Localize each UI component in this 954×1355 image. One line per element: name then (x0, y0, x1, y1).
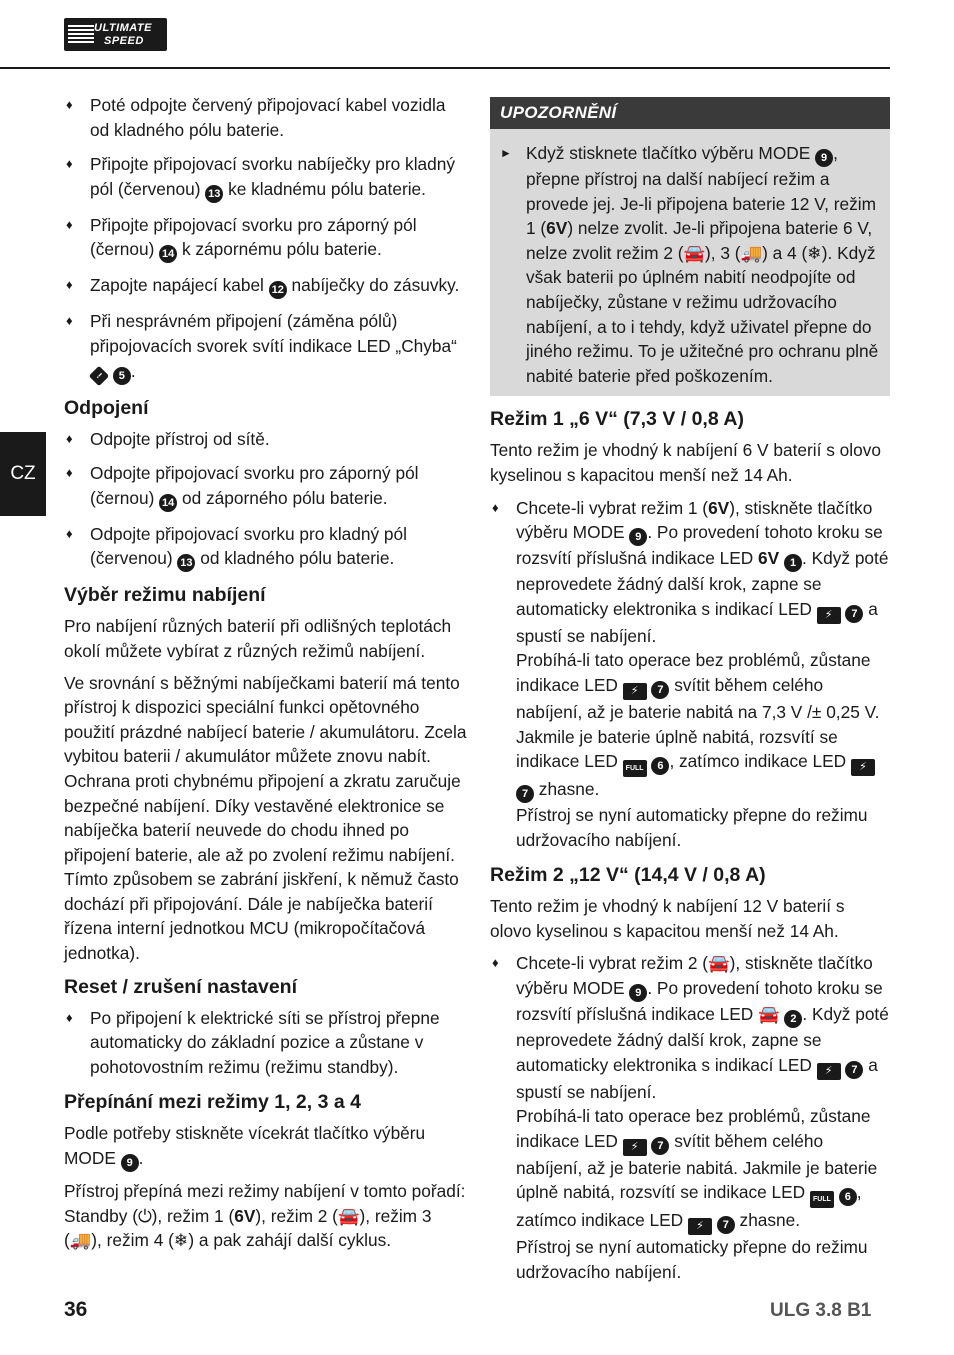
6v-icon: 6V (234, 1205, 256, 1226)
ref-number: 12 (269, 281, 287, 299)
ref-number: 13 (177, 554, 195, 572)
paragraph: Tento režim je vhodný k nabíjení 6 V baterií s olovo kyselinou s kapacitou menší než 14 Ah. (490, 440, 881, 485)
paragraph: Pro nabíjení různých baterií při odlišných teplotách okolí můžete vybírat z různých režimů nabíjení. (64, 616, 452, 661)
charging-icon: ⚡ (623, 1139, 647, 1156)
ref-number: 7 (845, 1061, 863, 1079)
car-icon: 🚘 (337, 1205, 360, 1226)
paragraph: Tento režim je vhodný k nabíjení 12 V baterií s olovo kyselinou s kapacitou menší než 14 Ah. (490, 896, 845, 941)
ref-number: 9 (121, 1154, 139, 1172)
list-item: ♦ Při nesprávném připojení (záměna pólů) připojovacích svorek svítí indikace LED „Chyba“ ! 5 . (64, 309, 468, 384)
list-item: ♦ Po připojení k elektrické síti se přístroj přepne automaticky do základní pozice a zůstane v pohotovostním režimu (režimu standby). (64, 1006, 468, 1080)
ref-number: 9 (629, 528, 647, 546)
list-item: ♦ Připojte připojovací svorku pro záporný pól (černou) 14 k zápornému pólu baterie. (64, 213, 468, 264)
ref-number: 7 (651, 681, 669, 699)
full-icon: FULL (623, 760, 647, 777)
charging-icon: ⚡ (688, 1218, 712, 1235)
power-icon: ⏻ (137, 1205, 152, 1226)
charging-icon: ⚡ (623, 683, 647, 700)
charging-icon: ⚡ (817, 1063, 841, 1080)
list-item: ♦ Odpojte přístroj od sítě. (64, 427, 468, 452)
snowflake-icon: ❄ (173, 1230, 189, 1251)
model-name: ULG 3.8 B1 (770, 1300, 872, 1321)
logo-stripes (68, 25, 94, 45)
ref-number: 13 (205, 185, 223, 203)
ref-number: 2 (784, 1010, 802, 1028)
ref-number: 5 (113, 367, 131, 385)
ref-number: 1 (784, 554, 802, 572)
warning-title: UPOZORNĚNÍ (490, 97, 890, 129)
paragraph: Ve srovnání s běžnými nabíječkami baterií má tento přístroj k dispozici speciální funkci opětovného použití prázdné nabíjecí baterie / akumulátoru. Zcela vybitou baterii / akumulátor můžete znovu nabít. Ochrana proti chybnému připojení a zkratu zaručuje bezpečné nabíjení. Díky vestavěné elektronice se nabíječka baterií neuvede do chodu ihned po připojení baterie, ale až po zvolení režimu nabíjení. Tímto způsobem se zabrání jiskření, k němuž často dochází při připojování. Dále je nabíječka baterií řízena interní jednotkou MCU (mikropočítačová jednotka). (64, 672, 467, 964)
paragraph: Přístroj přepíná mezi režimy nabíjení v tomto pořadí: Standby (⏻), režim 1 (6V), režim 2 (🚘), režim 3 (🚚), režim 4 (❄) a pak zahájí další cyklus. (64, 1181, 466, 1251)
snowflake-icon: ❄ (807, 242, 822, 263)
heading-mode1: Režim 1 „6 V“ (7,3 V / 0,8 A) (490, 408, 744, 431)
list-item: ♦ Odpojte připojovací svorku pro kladný pól (červenou) 13 od kladného pólu baterie. (64, 522, 468, 573)
car-icon: 🚘 (708, 953, 730, 974)
header-rule (0, 67, 890, 69)
ref-number: 14 (159, 494, 177, 512)
heading-vyber: Výběr režimu nabíjení (64, 584, 266, 607)
ref-number: 14 (159, 245, 177, 263)
charging-icon: ⚡ (851, 759, 875, 776)
heading-mode2: Režim 2 „12 V“ (14,4 V / 0,8 A) (490, 864, 766, 887)
ref-number: 6 (651, 757, 669, 775)
ref-number: 7 (717, 1216, 735, 1234)
error-icon: ! (89, 365, 109, 385)
list-item: ♦ Připojte připojovací svorku nabíječky pro kladný pól (červenou) 13 ke kladnému pólu baterie. (64, 152, 468, 203)
list-item: ♦ Zapojte napájecí kabel 12 nabíječky do zásuvky. (64, 273, 468, 299)
logo-line1: ULTIMATE (94, 22, 152, 34)
ref-number: 9 (629, 984, 647, 1002)
paragraph: Podle potřeby stiskněte vícekrát tlačítko výběru MODE 9 . (64, 1121, 468, 1172)
language-tab: CZ (0, 432, 46, 516)
ref-number: 7 (651, 1137, 669, 1155)
ref-number: 7 (845, 605, 863, 623)
ref-number: 6 (839, 1188, 857, 1206)
truck-icon: 🚚 (740, 242, 763, 263)
list-item: ♦ Poté odpojte červený připojovací kabel vozidla od kladného pólu baterie. (64, 93, 468, 142)
car-icon: 🚘 (683, 242, 706, 263)
warning-text: ► Když stisknete tlačítko výběru MODE 9 , přepne přístroj na další nabíjecí režim a provede jej. Je-li připojena baterie 12 V, režim 1 (6V) nelze zvolit. Je-li připojena baterie 6 V, nelze zvolit režim 2 (🚘), 3 (🚚) a 4 (❄). Když však baterii po úplném nabití neodpojíte od nabíječky, zůstane v režimu udržovacího nabíjení, a to i tehdy, když uživatel přepne do jiného režimu. To je užitečné pro ochranu plně nabité baterie před poškozením. (490, 129, 890, 396)
list-item: ♦ Chcete-li vybrat režim 1 (6V), stiskněte tlačítko výběru MODE 9 . Po provedení tohoto kroku se rozsvítí příslušná indikace LED 6V 1 . Když poté neprovedete žádný další krok, zapne se automaticky elektronika s indikací LED ⚡ 7 a spustí se nabíjení. Probíhá-li tato operace bez problémů, zůstane indikace LED ⚡ 7 svítit během celého nabíjení, až je baterie nabitá na 7,3 V /± 0,25 V. Jakmile je baterie úplně nabitá, rozsvítí se indikace LED FULL 6 , zatímco indikace LED ⚡ 7 zhasne. Přístroj se nyní automaticky přepne do režimu udržovacího nabíjení. (490, 496, 890, 853)
6v-icon: 6V (546, 218, 568, 239)
ref-number: 9 (815, 149, 833, 167)
left-column (64, 93, 468, 1260)
car-icon: 🚘 (758, 1004, 780, 1025)
heading-prepinani: Přepínání mezi režimy 1, 2, 3 a 4 (64, 1091, 361, 1114)
logo-line2: SPEED (104, 35, 144, 47)
heading-odpojeni: Odpojení (64, 396, 149, 419)
charging-icon: ⚡ (817, 607, 841, 624)
right-column (490, 97, 890, 1295)
full-icon: FULL (810, 1191, 834, 1208)
brand-logo (64, 18, 167, 51)
truck-icon: 🚚 (69, 1230, 92, 1251)
list-item: ♦ Chcete-li vybrat režim 2 (🚘), stiskněte tlačítko výběru MODE 9 . Po provedení tohoto kroku se rozsvítí příslušná indikace LED 🚘 2 . Když poté neprovedete žádný další krok, zapne se automaticky elektronika s indikací LED ⚡ 7 a spustí se nabíjení. Probíhá-li tato operace bez problémů, zůstane indikace LED ⚡ 7 svítit během celého nabíjení, až je baterie nabitá. Jakmile je baterie úplně nabitá, rozsvítí se indikace LED FULL 6 , zatímco indikace LED ⚡ 7 zhasne. Přístroj se nyní automaticky přepne do režimu udržovacího nabíjení. (490, 951, 890, 1284)
list-item: ♦ Odpojte připojovací svorku pro záporný pól (černou) 14 od záporného pólu baterie. (64, 461, 468, 512)
page-number: 36 (64, 1298, 88, 1321)
ref-number: 7 (516, 785, 534, 803)
heading-reset: Reset / zrušení nastavení (64, 975, 298, 998)
warning-box (490, 97, 890, 396)
